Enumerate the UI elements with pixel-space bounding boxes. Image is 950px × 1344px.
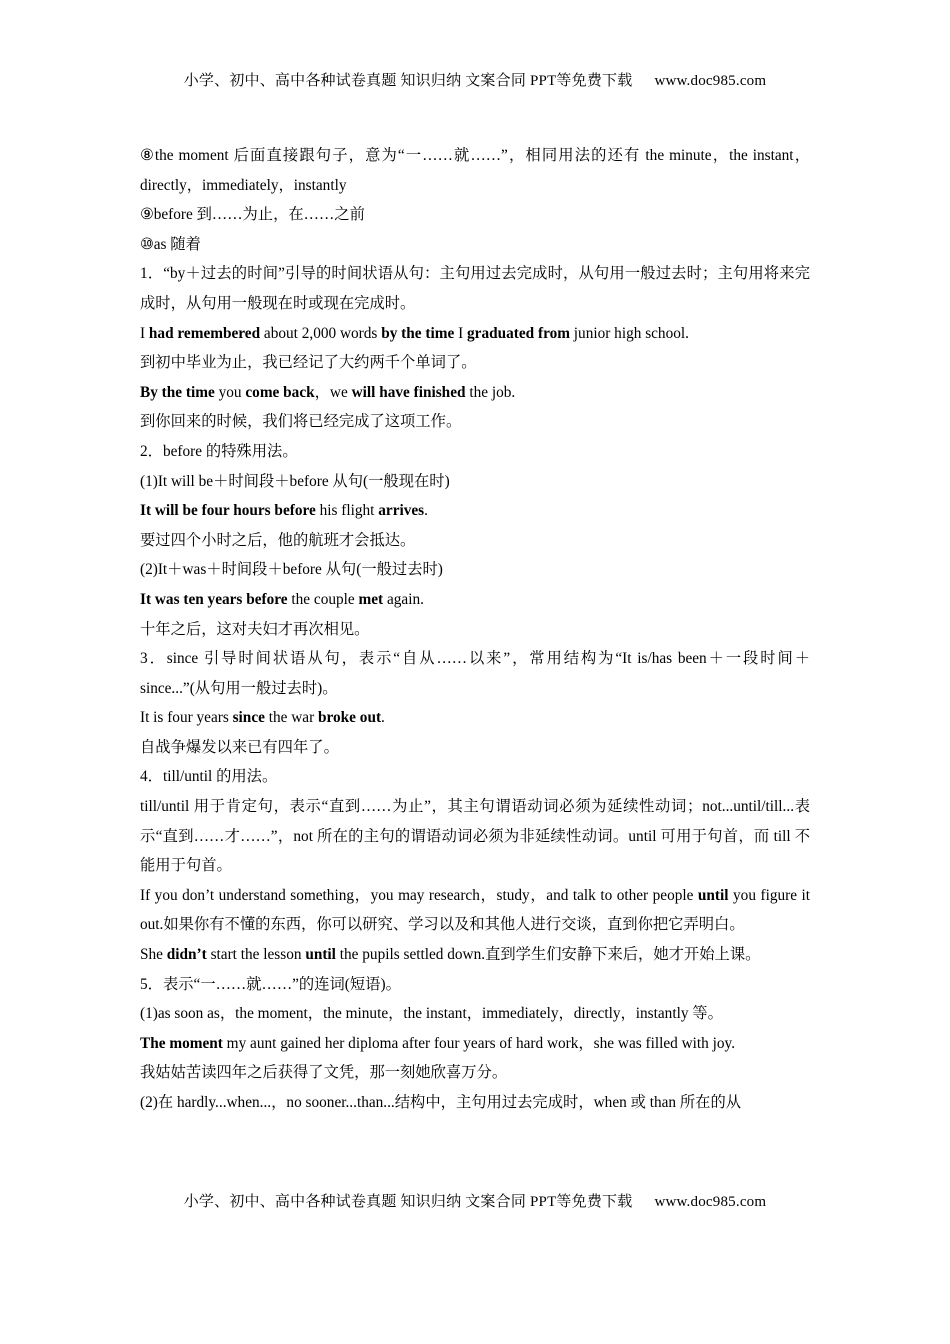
document-body [140, 141, 810, 1118]
example-5-translation: 自战争爆发以来已有四年了。 [140, 738, 339, 756]
example-8-translation: 我姑姑苦读四年之后获得了文凭，那一刻她欣喜万分。 [140, 1064, 508, 1082]
example-2: By the time you come back，we will have finished the job. [140, 383, 516, 401]
example-4: It was ten years before the couple met again. [140, 590, 424, 608]
rule-1-heading: 1．“by＋过去的时间”引导的时间状语从句：主句用过去完成时，从句用一般过去时；主句用将来完成时，从句用一般现在时或现在完成时。 [140, 265, 810, 312]
example-8: The moment my aunt gained her diploma after four years of hard work，she was filled with joy. [140, 1034, 736, 1052]
header-site-link[interactable]: www.doc985.com [654, 73, 767, 89]
rule-5-heading: 5．表示“一……就……”的连词(短语)。 [140, 975, 401, 993]
footer-site-link[interactable]: www.doc985.com [654, 1194, 767, 1210]
rule-5-list-1: (1)as soon as，the moment，the minute，the instant，immediately，directly，instantly 等。 [140, 1005, 723, 1023]
rule-4-body: till/until 用于肯定句，表示“直到……为止”，其主句谓语动词必须为延续性动词；not...until/till...表示“直到……才……”，not 所在的主句的谓语动词必须为非延续性动词。until 可用于句首，而 till 不能用于句首。 [140, 798, 810, 875]
rule-4-heading: 4．till/until 的用法。 [140, 768, 278, 786]
note-10: ⑩as 随着 [140, 235, 201, 253]
note-9: ⑨before 到……为止，在……之前 [140, 206, 365, 224]
example-4-translation: 十年之后，这对夫妇才再次相见。 [140, 620, 370, 638]
page-header [0, 69, 950, 90]
example-5: It is four years since the war broke out. [140, 709, 385, 727]
note-8: ⑧the moment 后面直接跟句子，意为“一……就……”，相同用法的还有 the minute，the instant，directly，immediately，instantly [140, 147, 810, 194]
header-text: 小学、初中、高中各种试卷真题 知识归纳 文案合同 PPT等免费下载 [183, 73, 633, 89]
rule-3-heading: 3．since 引导时间状语从句，表示“自从……以来”，常用结构为“It is/has been＋一段时间＋since...”(从句用一般过去时)。 [140, 650, 810, 697]
page-footer [0, 1190, 950, 1211]
example-1-translation: 到初中毕业为止，我已经记了大约两千个单词了。 [140, 354, 477, 372]
example-6: If you don’t understand something，you may research，study，and talk to other people until you figure it out.如果你有不懂的东西，你可以研究、学习以及和其他人进行交谈，直到你把它弄明白。 [140, 886, 810, 934]
example-2-translation: 到你回来的时候，我们将已经完成了这项工作。 [140, 413, 462, 431]
example-1: I had remembered about 2,000 words by the time I graduated from junior high school. [140, 324, 689, 342]
footer-text: 小学、初中、高中各种试卷真题 知识归纳 文案合同 PPT等免费下载 [183, 1194, 633, 1210]
rule-2-structure-2: (2)It＋was＋时间段＋before 从句(一般过去时) [140, 561, 443, 579]
rule-5-list-2: (2)在 hardly...when...，no sooner...than...结构中，主句用过去完成时，when 或 than 所在的从 [140, 1094, 742, 1111]
rule-2-structure-1: (1)It will be＋时间段＋before 从句(一般现在时) [140, 472, 450, 490]
rule-2-heading: 2．before 的特殊用法。 [140, 442, 298, 460]
example-3: It will be four hours before his flight arrives. [140, 502, 428, 520]
example-3-translation: 要过四个小时之后，他的航班才会抵达。 [140, 531, 416, 549]
example-7: She didn’t start the lesson until the pupils settled down.直到学生们安静下来后，她才开始上课。 [140, 946, 761, 964]
